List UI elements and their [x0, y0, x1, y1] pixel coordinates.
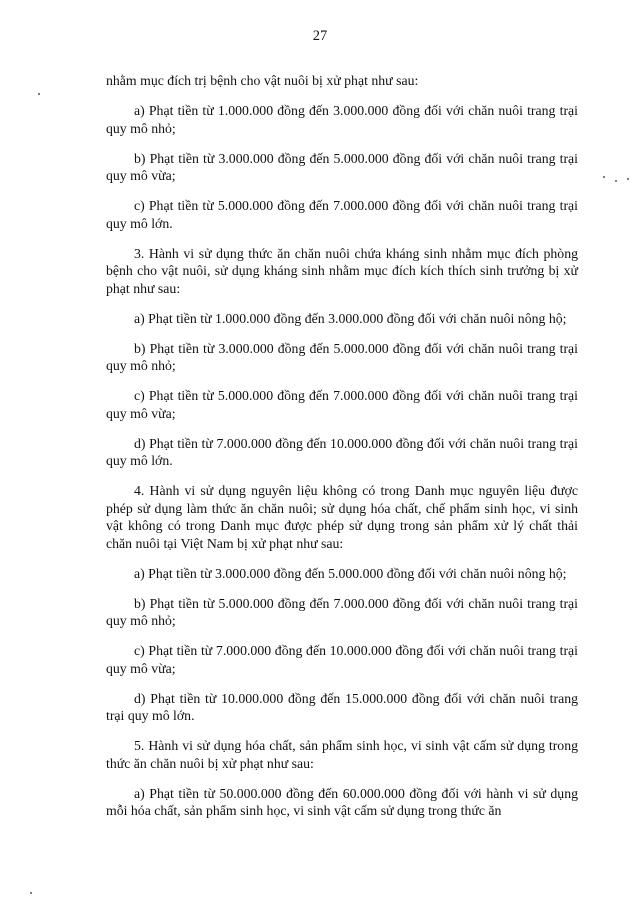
scan-speck [603, 176, 605, 178]
scan-speck [627, 178, 629, 180]
paragraph: 4. Hành vi sử dụng nguyên liệu không có trong Danh mục nguyên liệu được phép sử dụng làm thức ăn chăn nuôi; sử dụng hóa chất, chế phẩm sinh học, vi sinh vật không có trong Danh mục được phép sử dụng trong sản phẩm xử lý chất thải chăn nuôi tại Việt Nam bị xử phạt như sau: [106, 483, 578, 551]
paragraph: b) Phạt tiền từ 3.000.000 đồng đến 5.000.000 đồng đối với chăn nuôi trang trại quy mô nhỏ; [106, 340, 578, 373]
page-body [106, 72, 578, 832]
paragraph: a) Phạt tiền từ 3.000.000 đồng đến 5.000.000 đồng đối với chăn nuôi nông hộ; [134, 565, 567, 581]
paragraph: a) Phạt tiền từ 50.000.000 đồng đến 60.000.000 đồng đối với hành vi sử dụng mỗi hóa chất, sản phẩm sinh học, vi sinh vật cấm sử dụng trong thức ăn [106, 785, 578, 818]
paragraph: a) Phạt tiền từ 1.000.000 đồng đến 3.000.000 đồng đối với chăn nuôi trang trại quy mô nhỏ; [106, 103, 578, 136]
paragraph: c) Phạt tiền từ 5.000.000 đồng đến 7.000.000 đồng đối với chăn nuôi trang trại quy mô lớn. [106, 198, 578, 231]
paragraph: c) Phạt tiền từ 7.000.000 đồng đến 10.000.000 đồng đối với chăn nuôi trang trại quy mô vừa; [106, 643, 578, 676]
paragraph: b) Phạt tiền từ 5.000.000 đồng đến 7.000.000 đồng đối với chăn nuôi trang trại quy mô nhỏ; [106, 595, 578, 628]
paragraph: d) Phạt tiền từ 10.000.000 đồng đến 15.000.000 đồng đối với chăn nuôi trang trại quy mô lớn. [106, 690, 578, 723]
paragraph: d) Phạt tiền từ 7.000.000 đồng đến 10.000.000 đồng đối với chăn nuôi trang trại quy mô lớn. [106, 435, 578, 468]
paragraph: b) Phạt tiền từ 3.000.000 đồng đến 5.000.000 đồng đối với chăn nuôi trang trại quy mô vừa; [106, 150, 578, 183]
scan-speck [615, 180, 617, 182]
paragraph: a) Phạt tiền từ 1.000.000 đồng đến 3.000.000 đồng đối với chăn nuôi nông hộ; [134, 310, 567, 326]
scan-speck [30, 892, 32, 894]
paragraph: nhằm mục đích trị bệnh cho vật nuôi bị xử phạt như sau: [106, 73, 419, 88]
paragraph: c) Phạt tiền từ 5.000.000 đồng đến 7.000.000 đồng đối với chăn nuôi trang trại quy mô vừa; [106, 388, 578, 421]
page-number: 27 [312, 28, 328, 44]
paragraph: 3. Hành vi sử dụng thức ăn chăn nuôi chứa kháng sinh nhằm mục đích phòng bệnh cho vật nuôi, sử dụng kháng sinh nhằm mục đích kích thích sinh trưởng bị xử phạt như sau: [106, 245, 578, 296]
paragraph: 5. Hành vi sử dụng hóa chất, sản phẩm sinh học, vi sinh vật cấm sử dụng trong thức ăn chăn nuôi bị xử phạt như sau: [106, 738, 578, 771]
scan-speck [38, 93, 40, 95]
